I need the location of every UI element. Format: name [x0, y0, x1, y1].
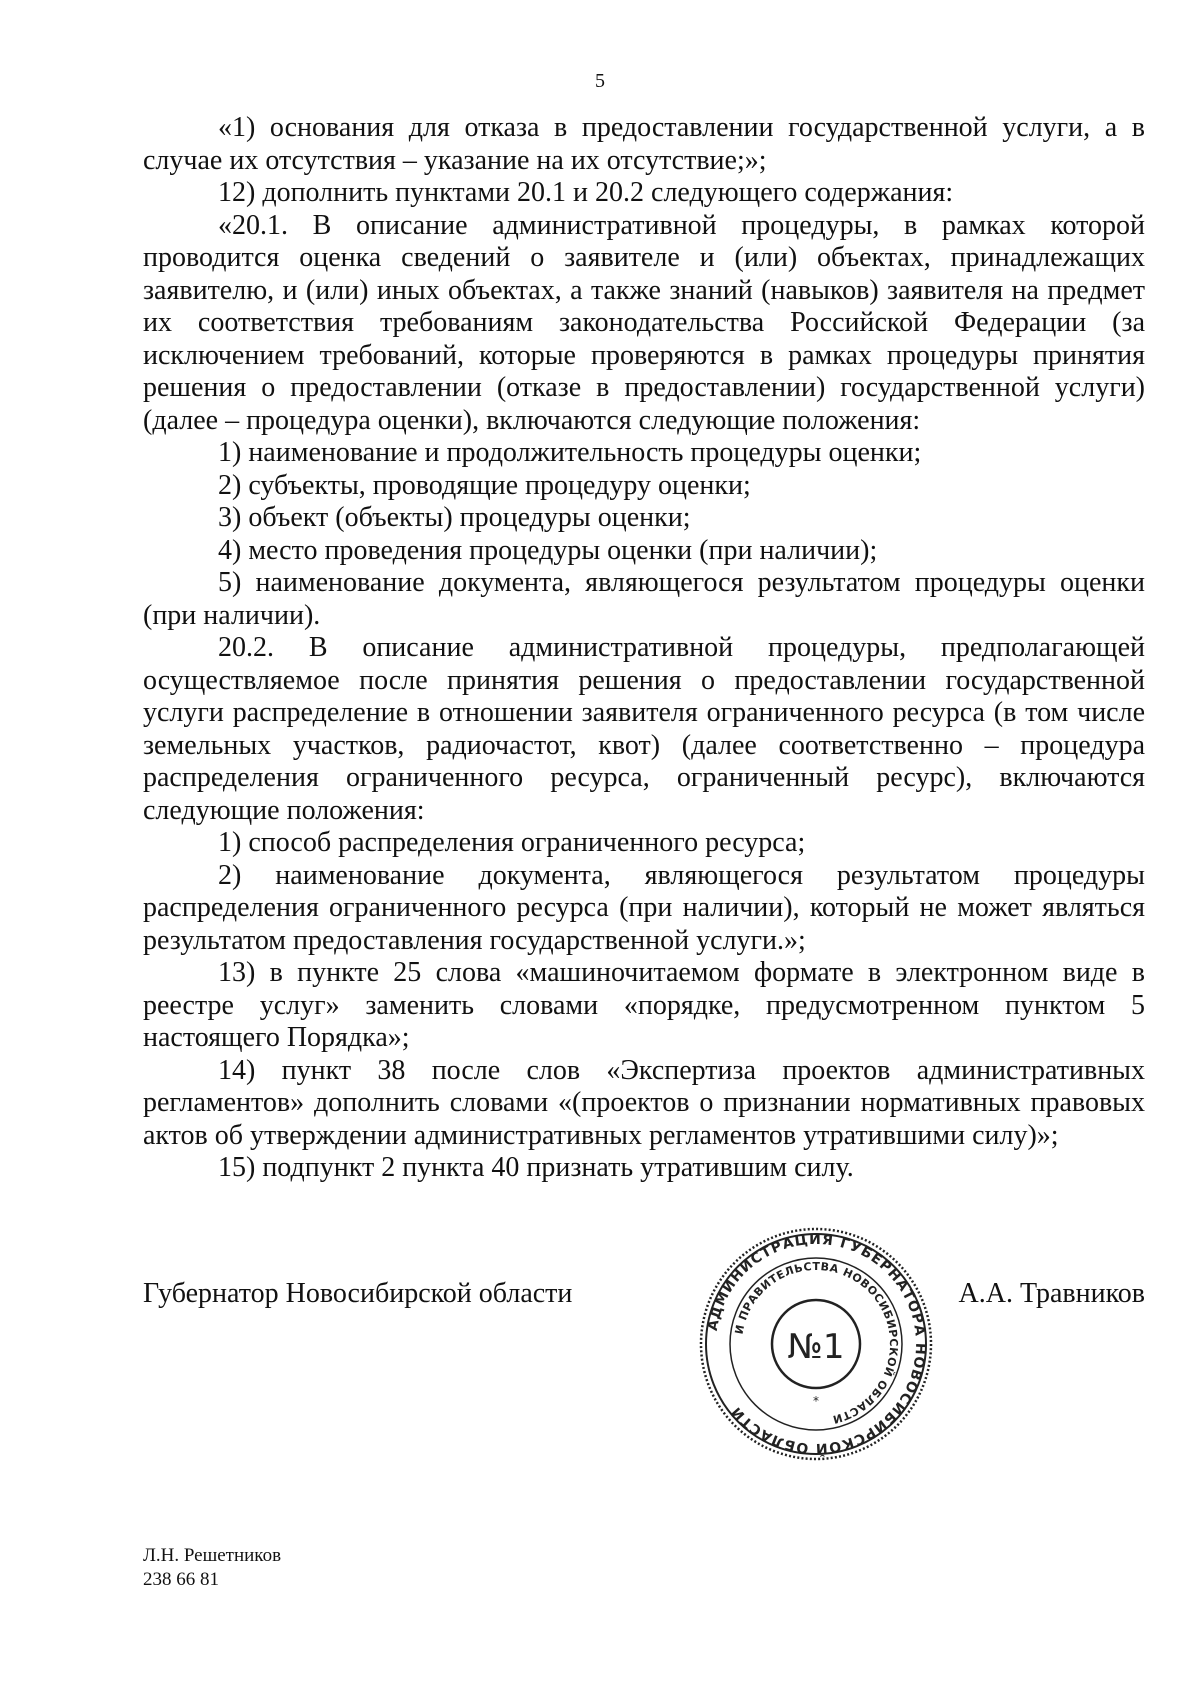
paragraph: 2) наименование документа, являющегося результатом процедуры распределения ограниченного ресурса (при наличии), который не может являться результатом предоставления государственной услуги.»;	[143, 859, 1145, 956]
seal-inner-text: И ПРАВИТЕЛЬСТВА НОВОСИБИРСКОЙ ОБЛАСТИ	[732, 1259, 901, 1427]
paragraph: 12) дополнить пунктами 20.1 и 20.2 следующего содержания:	[218, 177, 954, 208]
executor-name: Л.Н. Решетников	[143, 1545, 282, 1566]
paragraph: «20.1. В описание административной процедуры, в рамках которой проводится оценка сведений о заявителе и (или) объектах, принадлежащих заявителю, и (или) иных объектах, а также знаний (навыков) заявителя на предмет их соответствия требованиям законодательства Российской Федерации (за исключением требований, которые проверяются в рамках процедуры принятия решения о предоставлении (отказе в предоставлении) государственной услуги) (далее – процедура оценки), включаются следующие положения:	[143, 209, 1145, 436]
signature-block	[143, 1278, 1145, 1318]
executor-info	[143, 1544, 281, 1592]
paragraph: «1) основания для отказа в предоставлении государственной услуги, а в случае их отсутствия – указание на их отсутствие;»;	[143, 112, 1145, 176]
paragraph: 14) пункт 38 после слов «Экспертиза проектов административных регламентов» дополнить словами «(проектов о признании нормативных правовых актов об утверждении административных регламентов утратившими силу)»;	[143, 1054, 1145, 1151]
seal-star: *	[813, 1394, 819, 1408]
paragraph: 2) субъекты, проводящие процедуру оценки;	[218, 469, 751, 501]
paragraph: 15) подпункт 2 пункта 40 признать утратившим силу.	[218, 1152, 854, 1183]
paragraph: 13) в пункте 25 слова «машиночитаемом формате в электронном виде в реестре услуг» заменить словами «порядке, предусмотренном пунктом 5 настоящего Порядка»;	[143, 957, 1145, 1053]
paragraph: 3) объект (объекты) процедуры оценки;	[218, 502, 691, 533]
executor-phone: 238 66 81	[143, 1569, 219, 1590]
paragraph: 1) способ распределения ограниченного ресурса;	[218, 827, 806, 858]
seal-outer-text: АДМИНИСТРАЦИЯ ГУБЕРНАТОРА НОВОСИБИРСКОЙ ОБЛАСТИ	[704, 1231, 929, 1457]
paragraph: 4) место проведения процедуры оценки (при наличии);	[218, 534, 878, 566]
document-body	[143, 112, 1145, 1185]
seal-center-text: №1	[787, 1327, 845, 1367]
paragraph: 1) наименование и продолжительность процедуры оценки;	[218, 437, 922, 468]
signatory-title: Губернатор Новосибирской области	[143, 1278, 573, 1309]
page-number: 5	[595, 70, 605, 92]
signatory-name: А.А. Травников	[958, 1278, 1145, 1309]
paragraph: 20.2. В описание административной процедуры, предполагающей осуществляемое после принятия решения о предоставлении государственной услуги распределение в отношении заявителя ограниченного ресурса (в том числе земельных участков, радиочастот, квот) (далее соответственно – процедура распределения ограниченного ресурса, ограниченный ресурс), включаются следующие положения:	[143, 632, 1145, 826]
official-seal	[697, 1225, 935, 1463]
paragraph: 5) наименование документа, являющегося результатом процедуры оценки (при наличии).	[143, 567, 1145, 631]
